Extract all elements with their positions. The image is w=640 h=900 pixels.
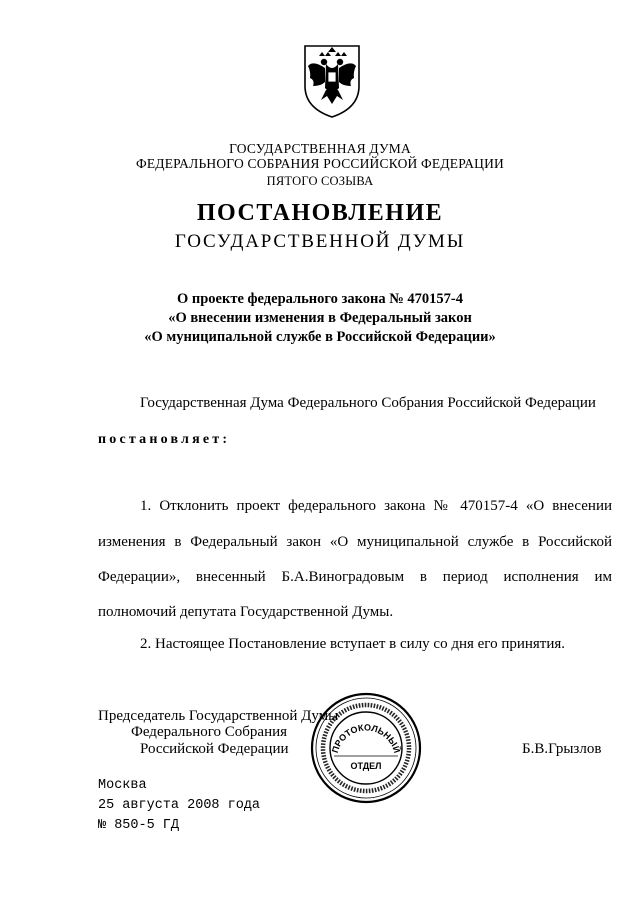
decree-word: постановляет: xyxy=(98,432,231,447)
subject-line-2: «О внесении изменения в Федеральный закон xyxy=(168,310,472,326)
coat-of-arms-emblem xyxy=(297,42,367,120)
signatory-name: Б.В.Грызлов xyxy=(522,741,602,757)
clause-1-line-1: 1. Отклонить проект федерального закона № 470157-4 «О внесении xyxy=(140,498,612,514)
header-line-assembly: ФЕДЕРАЛЬНОГО СОБРАНИЯ РОССИЙСКОЙ ФЕДЕРАЦИИ xyxy=(136,156,504,171)
header-line-duma: ГОСУДАРСТВЕННАЯ ДУМА xyxy=(229,141,411,156)
signatory-title-line-2: Федерального Собрания xyxy=(131,724,288,740)
official-stamp-seal xyxy=(310,692,422,804)
subject-line-1: О проекте федерального закона № 470157-4 xyxy=(176,291,464,307)
clause-2: 2. Настоящее Постановление вступает в силу со дня его принятия. xyxy=(140,636,566,652)
footer-city: Москва xyxy=(98,778,147,793)
header-line-convocation: ПЯТОГО СОЗЫВА xyxy=(266,174,374,188)
signatory-title-line-3: Российской Федерации xyxy=(140,741,289,757)
preamble: Государственная Дума Федерального Собрания Российской Федерации xyxy=(140,395,596,411)
document-type-title: ПОСТАНОВЛЕНИЕ xyxy=(196,200,444,226)
clause-1-line-4: полномочий депутата Государственной Думы. xyxy=(98,604,394,620)
clause-1-line-2: изменения в Федеральный закон «О муниципальной службе в Российской xyxy=(98,534,612,550)
stamp-arc-text: ПРОТОКОЛЬНЫЙ xyxy=(329,722,403,755)
clause-1-line-3: Федерации», внесенный Б.А.Виноградовым в период исполнения им xyxy=(98,569,612,585)
svg-text:ПРОТОКОЛЬНЫЙ xyxy=(330,722,403,754)
subject-line-3: «О муниципальной службе в Российской Федерации» xyxy=(144,329,496,345)
stamp-center-text: ОТДЕЛ xyxy=(350,761,382,771)
document-issuer: ГОСУДАРСТВЕННОЙ ДУМЫ xyxy=(174,231,466,252)
signatory-title-line-1: Председатель Государственной Думы xyxy=(98,708,339,724)
footer-number: № 850-5 ГД xyxy=(98,818,180,833)
footer-date: 25 августа 2008 года xyxy=(98,798,261,813)
